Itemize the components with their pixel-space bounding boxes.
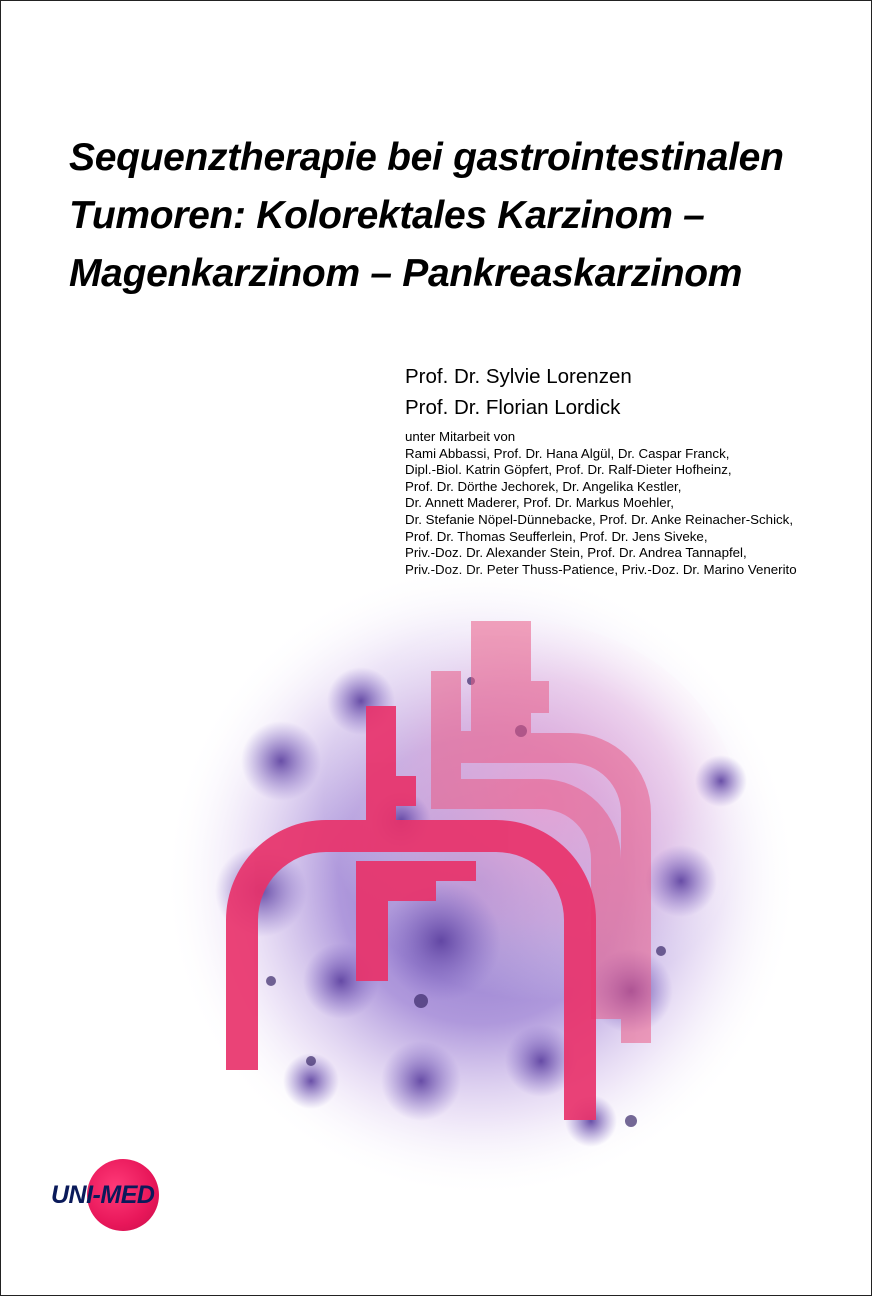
contributor-line: Prof. Dr. Dörthe Jechorek, Dr. Angelika Kestler, <box>405 478 682 494</box>
title-line: Sequenztherapie bei gastrointestinalen <box>69 136 784 179</box>
contributor-list <box>405 429 797 578</box>
book-title <box>69 129 859 303</box>
contributor-line: Dr. Stefanie Nöpel-Dünnebacke, Prof. Dr. Anke Reinacher-Schick, <box>405 511 794 527</box>
publisher-logo <box>51 1159 201 1239</box>
contributor-intro: unter Mitarbeit von <box>405 429 516 444</box>
title-line: Tumoren: Kolorektales Karzinom – <box>69 194 705 237</box>
publisher-name: UNI-MED <box>51 1181 155 1209</box>
contributor-line: Priv.-Doz. Dr. Alexander Stein, Prof. Dr. Andrea Tannapfel, <box>405 545 747 561</box>
title-line: Magenkarzinom – Pankreaskarzinom <box>69 252 743 295</box>
contributor-line: Dipl.-Biol. Katrin Göpfert, Prof. Dr. Ralf-Dieter Hofheinz, <box>405 462 732 478</box>
contributor-line: Rami Abbassi, Prof. Dr. Hana Algül, Dr. Caspar Franck, <box>405 445 730 461</box>
contributor-line: Prof. Dr. Thomas Seufferlein, Prof. Dr. Jens Siveke, <box>405 528 708 544</box>
contributor-line: Dr. Annett Maderer, Prof. Dr. Markus Moehler, <box>405 495 675 511</box>
cover-illustration <box>161 561 801 1201</box>
author-name: Prof. Dr. Florian Lordick <box>405 396 621 419</box>
histology-with-stylized-gut-symbol-icon <box>161 561 801 1201</box>
author-list <box>405 361 632 423</box>
contributor-line: Priv.-Doz. Dr. Peter Thuss-Patience, Priv.-Doz. Dr. Marino Venerito <box>405 561 797 577</box>
author-name: Prof. Dr. Sylvie Lorenzen <box>405 365 632 388</box>
